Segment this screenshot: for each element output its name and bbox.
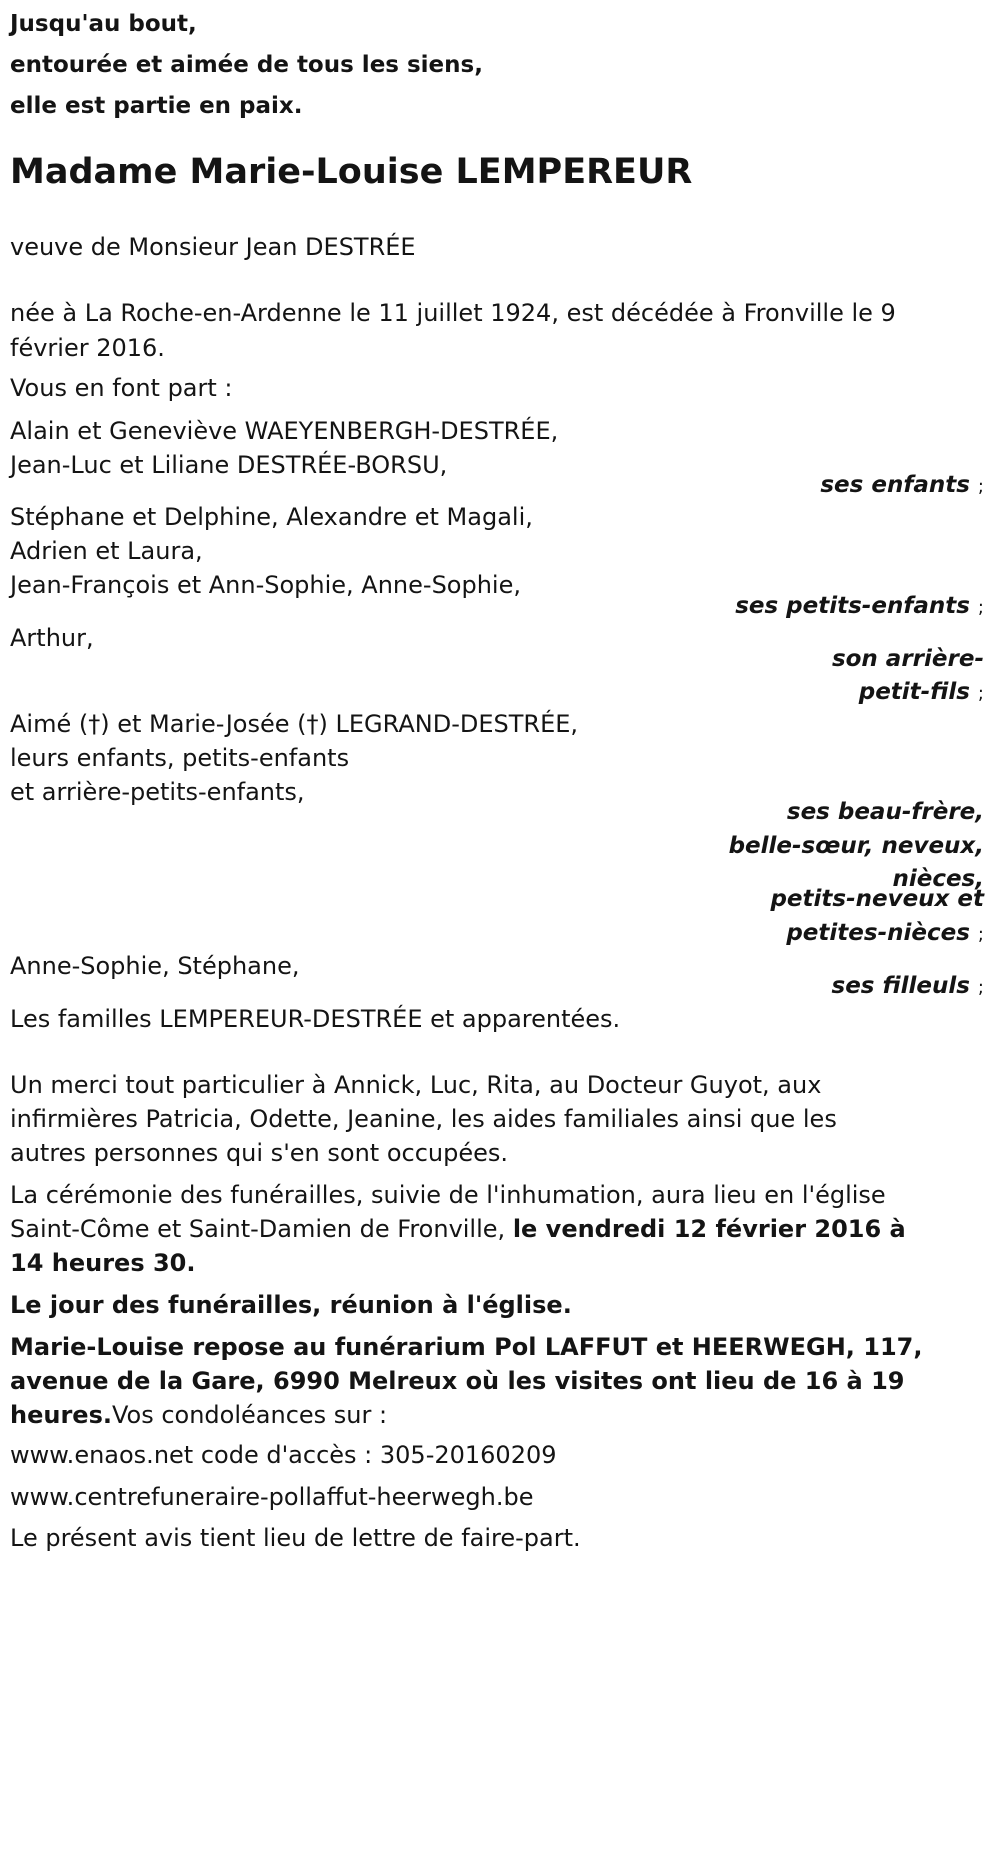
closing: Le présent avis tient lieu de lettre de faire-part.: [10, 1524, 581, 1552]
relation-children: ses enfants ;: [820, 472, 984, 498]
funeral-home-line-3: heures.Vos condoléances sur :: [10, 1401, 388, 1429]
thanks-line-3: autres personnes qui s'en sont occupées.: [10, 1139, 509, 1167]
inlaws-line-3: et arrière-petits-enfants,: [10, 778, 305, 806]
widow-of: veuve de Monsieur Jean DESTRÉE: [10, 233, 416, 261]
intro-line-2: entourée et aimée de tous les siens,: [10, 52, 483, 78]
thanks-line-1: Un merci tout particulier à Annick, Luc, Rita, au Docteur Guyot, aux: [10, 1071, 822, 1099]
grandchildren-line-1: Stéphane et Delphine, Alexandre et Magali,: [10, 503, 533, 531]
relation-great-grandson-1: son arrière-: [831, 646, 984, 672]
inlaws-line-1: Aimé (†) et Marie-Josée (†) LEGRAND-DESTRÉE,: [10, 710, 579, 738]
announce: Vous en font part :: [10, 374, 233, 402]
relation-godchildren: ses filleuls ;: [831, 973, 984, 999]
website-centre-funeraire[interactable]: www.centrefuneraire-pollaffut-heerwegh.be: [10, 1483, 534, 1511]
intro-line-3: elle est partie en paix.: [10, 93, 303, 119]
birth-death-line-1: née à La Roche-en-Ardenne le 11 juillet 1924, est décédée à Fronville le 9: [10, 299, 896, 327]
grandchildren-line-3: Jean-François et Ann-Sophie, Anne-Sophie,: [10, 571, 521, 599]
relation-great-grandson-2: petit-fils ;: [858, 679, 984, 705]
meeting: Le jour des funérailles, réunion à l'église.: [10, 1291, 572, 1319]
ceremony-line-2: Saint-Côme et Saint-Damien de Fronville, le vendredi 12 février 2016 à: [10, 1215, 906, 1243]
great-grandson-line-1: Arthur,: [10, 624, 94, 652]
relation-inlaws-3: nièces,: [892, 866, 984, 892]
relation-inlaws-1: ses beau-frère,: [786, 799, 984, 825]
deceased-name: Madame Marie-Louise LEMPEREUR: [10, 152, 693, 192]
relation-inlaws-4: petits-neveux et: [770, 886, 984, 912]
children-line-1: Alain et Geneviève WAEYENBERGH-DESTRÉE,: [10, 417, 559, 445]
intro-line-1: Jusqu'au bout,: [10, 11, 197, 37]
website-enaos[interactable]: www.enaos.net code d'accès : 305-20160209: [10, 1441, 557, 1469]
grandchildren-line-2: Adrien et Laura,: [10, 537, 203, 565]
funeral-home-line-1: Marie-Louise repose au funérarium Pol LAFFUT et HEERWEGH, 117,: [10, 1333, 923, 1361]
relation-inlaws-2: belle-sœur, neveux,: [728, 833, 984, 859]
children-line-2: Jean-Luc et Liliane DESTRÉE-BORSU,: [10, 451, 448, 479]
families: Les familles LEMPEREUR-DESTRÉE et apparentées.: [10, 1005, 621, 1033]
thanks-line-2: infirmières Patricia, Odette, Jeanine, les aides familiales ainsi que les: [10, 1105, 837, 1133]
ceremony-line-3: 14 heures 30.: [10, 1249, 196, 1277]
funeral-home-line-2: avenue de la Gare, 6990 Melreux où les visites ont lieu de 16 à 19: [10, 1367, 905, 1395]
relation-inlaws-5: petites-nièces ;: [786, 920, 984, 946]
relation-grandchildren: ses petits-enfants ;: [735, 593, 984, 619]
birth-death-line-2: février 2016.: [10, 334, 165, 362]
ceremony-line-1: La cérémonie des funérailles, suivie de l'inhumation, aura lieu en l'église: [10, 1181, 886, 1209]
godchildren-line-1: Anne-Sophie, Stéphane,: [10, 952, 300, 980]
inlaws-line-2: leurs enfants, petits-enfants: [10, 744, 350, 772]
